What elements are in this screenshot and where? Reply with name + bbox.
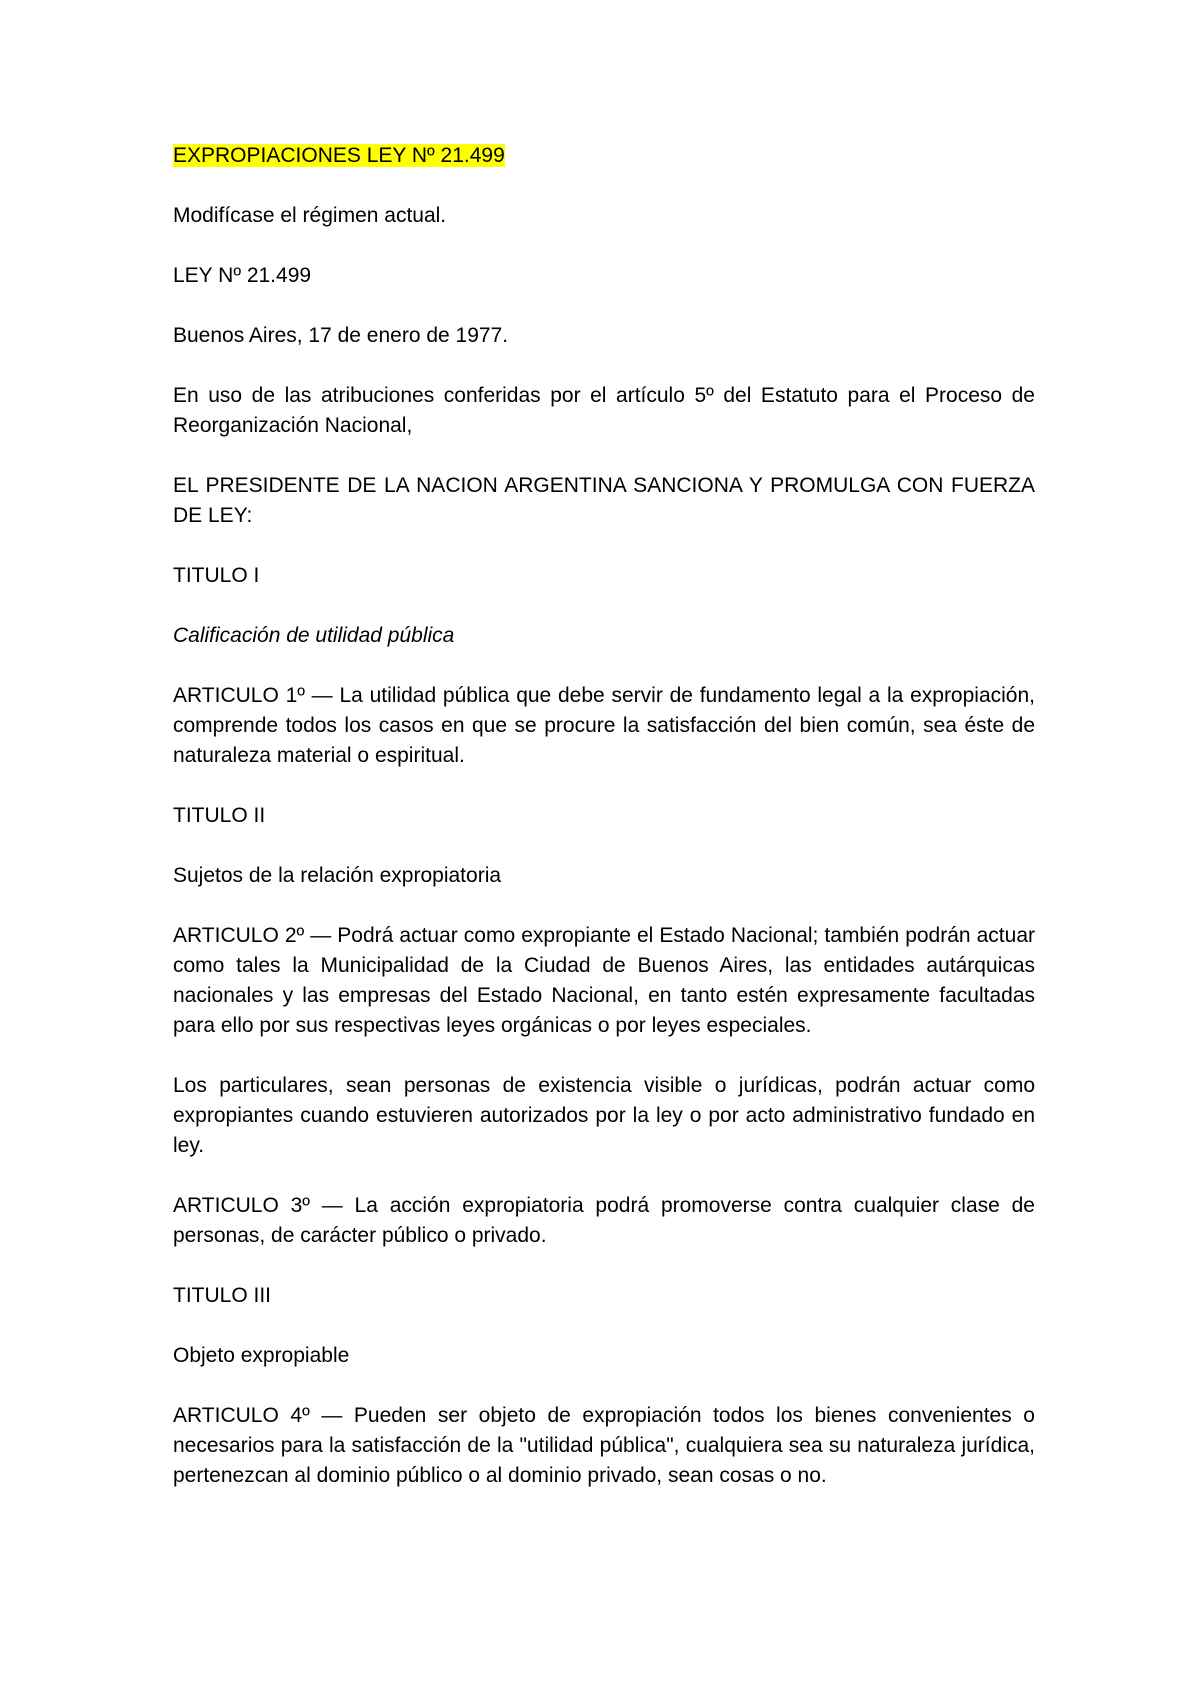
- articulo-2-paragraph-2: Los particulares, sean personas de existencia visible o jurídicas, podrán actuar como expropiantes cuando estuvieren autorizados por la ley o por acto administrativo fundado en ley.: [173, 1074, 1035, 1157]
- title-highlight: EXPROPIACIONES LEY Nº 21.499: [173, 144, 505, 167]
- titulo-3-heading: Objeto expropiable: [173, 1344, 350, 1367]
- document-title: [173, 141, 1035, 171]
- titulo-1-heading: Calificación de utilidad pública: [173, 624, 455, 647]
- document-subtitle: Modifícase el régimen actual.: [173, 204, 447, 227]
- law-number: LEY Nº 21.499: [173, 264, 312, 287]
- enactment-formula: EL PRESIDENTE DE LA NACION ARGENTINA SANCIONA Y PROMULGA CON FUERZA DE LEY:: [173, 474, 1035, 527]
- titulo-1: TITULO I: [173, 564, 260, 587]
- articulo-4: ARTICULO 4º — Pueden ser objeto de expropiación todos los bienes convenientes o necesarios para la satisfacción de la "utilidad pública", cualquiera sea su naturaleza jurídica, pertenezcan al dominio público o al dominio privado, sean cosas o no.: [173, 1404, 1035, 1487]
- titulo-3: TITULO III: [173, 1284, 272, 1307]
- date-line: Buenos Aires, 17 de enero de 1977.: [173, 324, 509, 347]
- articulo-2: ARTICULO 2º — Podrá actuar como expropiante el Estado Nacional; también podrán actuar como tales la Municipalidad de la Ciudad de Buenos Aires, las entidades autárquicas nacionales y las empresas del Estado Nacional, en tanto estén expresamente facultadas para ello por sus respectivas leyes orgánicas o por leyes especiales.: [173, 924, 1035, 1037]
- preamble-paragraph: En uso de las atribuciones conferidas por el artículo 5º del Estatuto para el Proceso de Reorganización Nacional,: [173, 384, 1035, 437]
- titulo-2: TITULO II: [173, 804, 266, 827]
- document-page: [173, 141, 1035, 1521]
- titulo-2-heading: Sujetos de la relación expropiatoria: [173, 864, 502, 887]
- articulo-3: ARTICULO 3º — La acción expropiatoria podrá promoverse contra cualquier clase de personas, de carácter público o privado.: [173, 1194, 1035, 1247]
- articulo-1: ARTICULO 1º — La utilidad pública que debe servir de fundamento legal a la expropiación, comprende todos los casos en que se procure la satisfacción del bien común, sea éste de naturaleza material o espiritual.: [173, 684, 1035, 767]
